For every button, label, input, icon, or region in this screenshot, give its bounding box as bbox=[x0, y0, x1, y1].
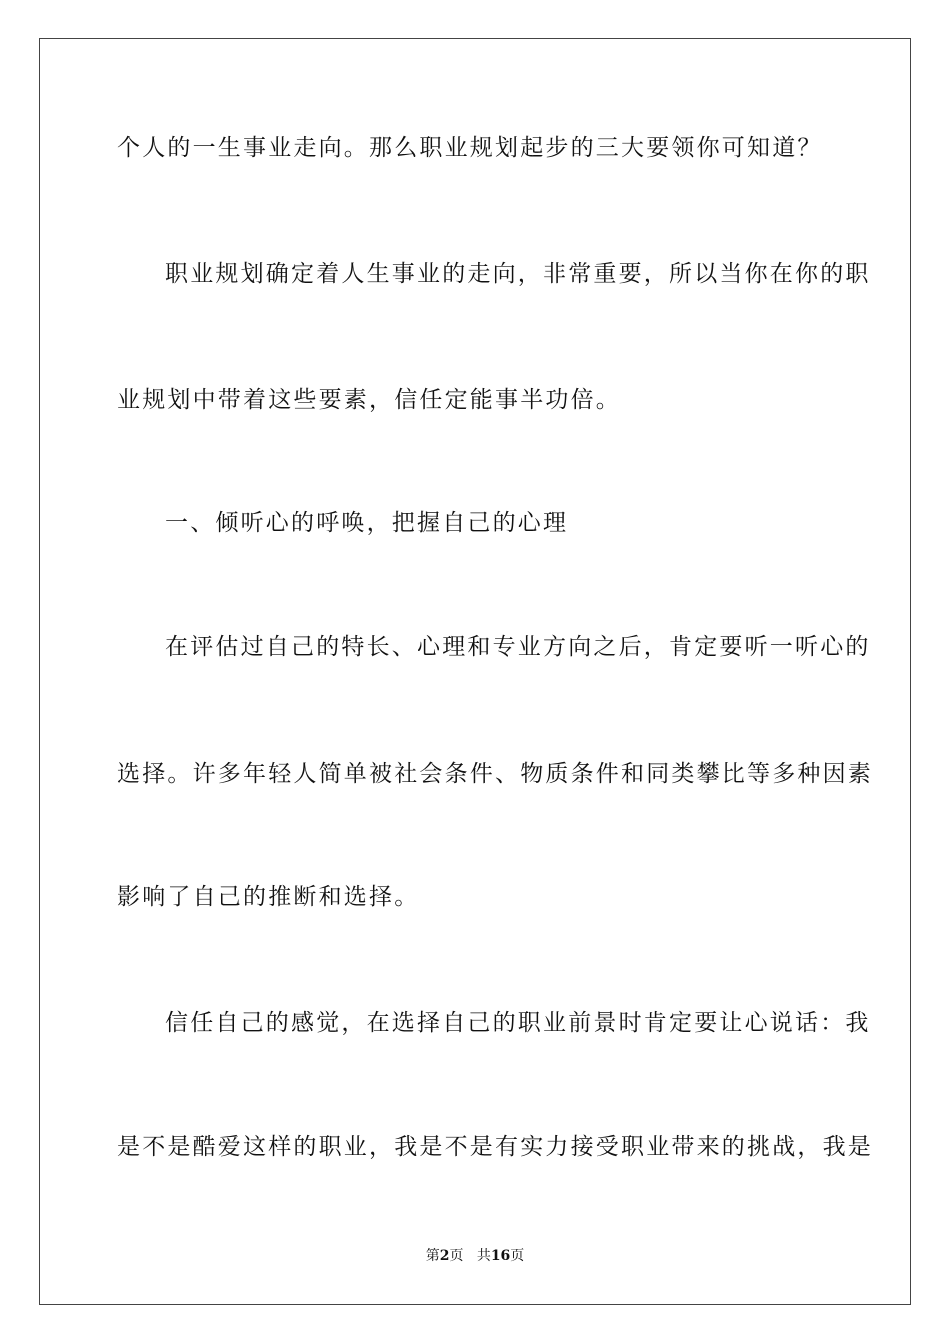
total-pages: 16 bbox=[490, 1248, 511, 1264]
page-border bbox=[39, 38, 911, 1305]
paragraph-line-6: 选择。许多年轻人简单被社会条件、物质条件和同类攀比等多种因素 bbox=[117, 761, 873, 787]
paragraph-line-8: 信任自己的感觉，在选择自己的职业前景时肯定要让心说话：我 bbox=[165, 1010, 871, 1036]
paragraph-line-3: 业规划中带着这些要素，信任定能事半功倍。 bbox=[117, 387, 621, 413]
page-footer bbox=[0, 1247, 950, 1265]
paragraph-line-9: 是不是酷爱这样的职业，我是不是有实力接受职业带来的挑战，我是 bbox=[117, 1134, 873, 1160]
page-prefix: 第 bbox=[425, 1248, 440, 1264]
paragraph-line-2: 职业规划确定着人生事业的走向，非常重要，所以当你在你的职 bbox=[165, 261, 871, 287]
total-suffix: 页 bbox=[510, 1248, 525, 1264]
paragraph-line-5: 在评估过自己的特长、心理和专业方向之后，肯定要听一听心的 bbox=[165, 634, 871, 660]
page-suffix: 页 bbox=[449, 1248, 464, 1264]
paragraph-line-1: 个人的一生事业走向。那么职业规划起步的三大要领你可知道？ bbox=[117, 135, 823, 161]
page-number: 2 bbox=[439, 1248, 450, 1264]
total-prefix: 共 bbox=[476, 1248, 491, 1264]
paragraph-line-7: 影响了自己的推断和选择。 bbox=[117, 884, 420, 910]
section-heading: 一、倾听心的呼唤，把握自己的心理 bbox=[165, 510, 569, 536]
